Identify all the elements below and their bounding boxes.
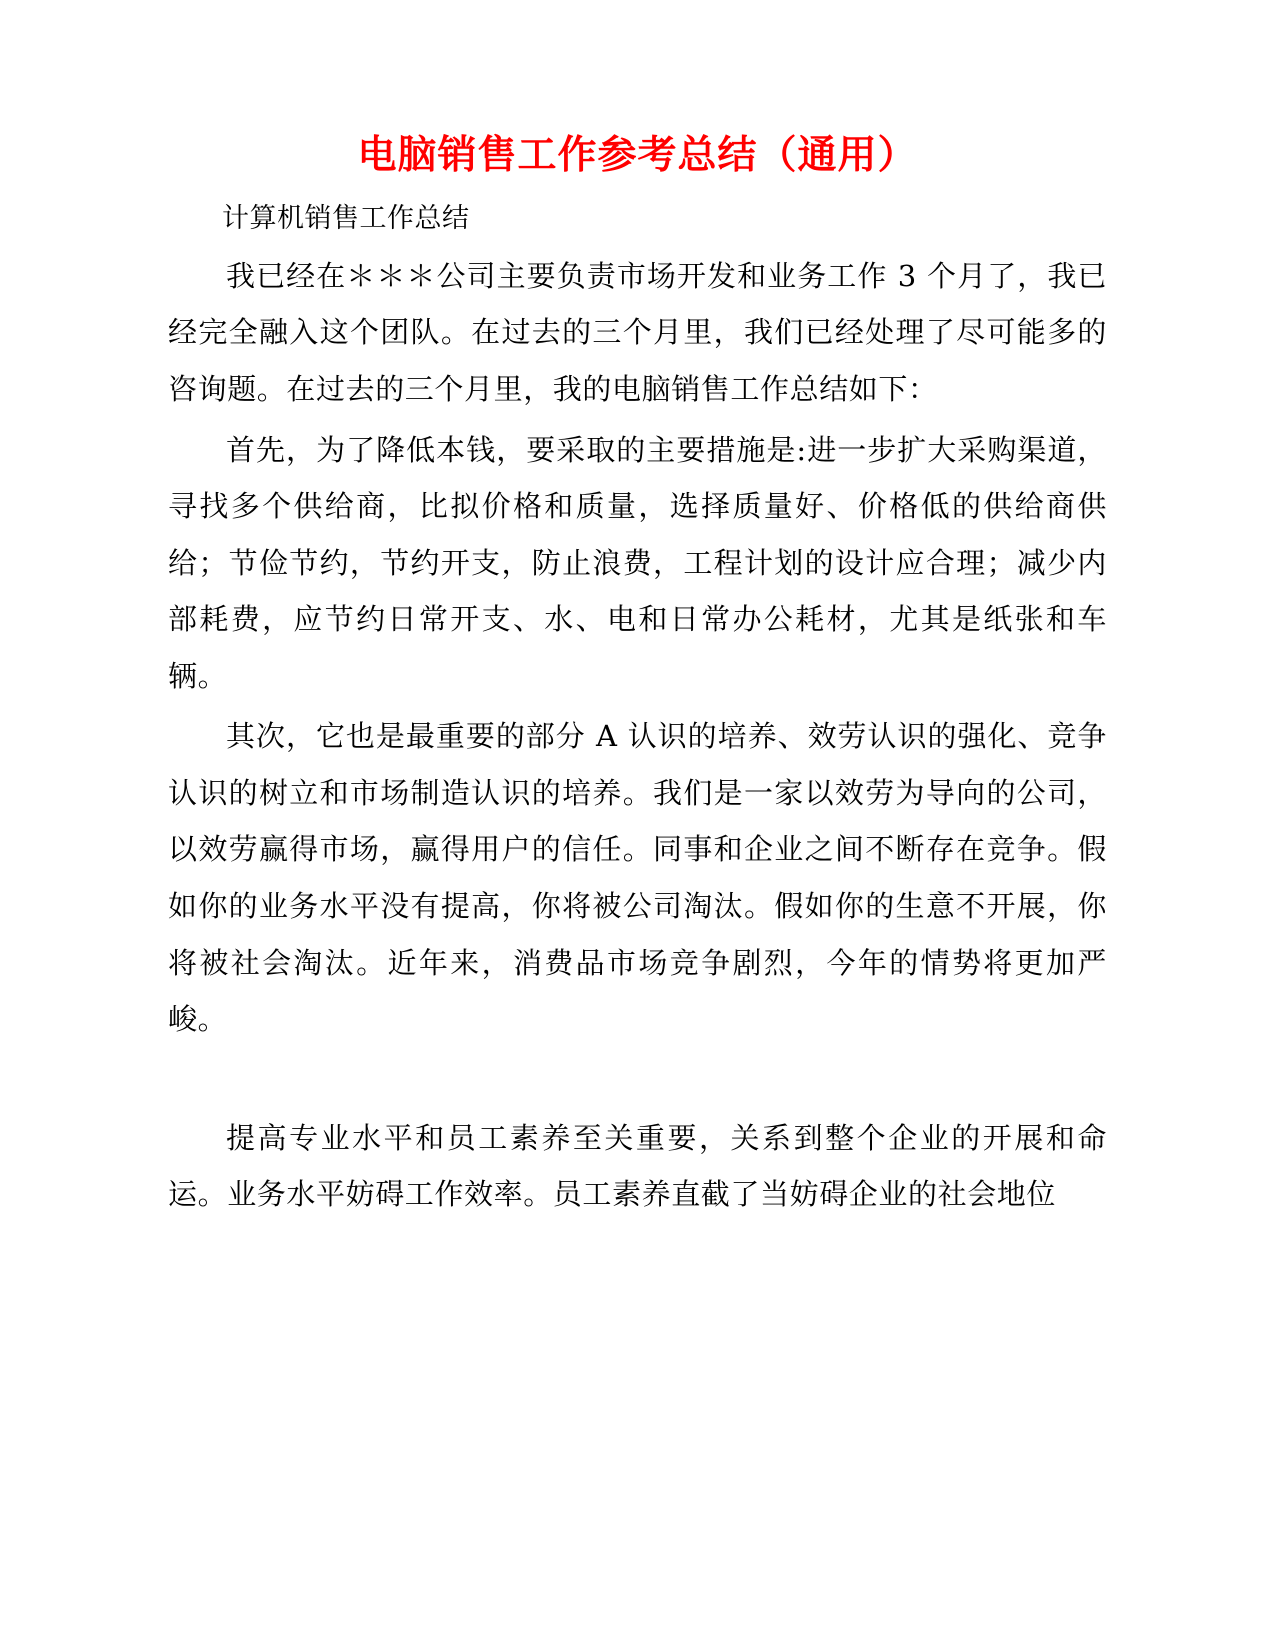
document-subtitle: 计算机销售工作总结 [222,202,470,234]
body-paragraph-2: 首先，为了降低本钱，要采取的主要措施是:进一步扩大采购渠道，寻找多个供给商，比拟价格和质量，选择质量好、价格低的供给商供给；节俭节约，节约开支，防止浪费，工程计划的设计应合理；减少内部耗费，应节约日常开支、水、电和日常办公耗材，尤其是纸张和车辆。 [168,432,1107,693]
body-paragraph-4: 提高专业水平和员工素养至关重要，关系到整个企业的开展和命运。业务水平妨碍工作效率。员工素养直截了当妨碍企业的社会地位 [168,1120,1107,1212]
body-paragraph-3: 其次，它也是最重要的部分 A 认识的培养、效劳认识的强化、竞争认识的树立和市场制造认识的培养。我们是一家以效劳为导向的公司，以效劳赢得市场，赢得用户的信任。同事和企业之间不断存在竞争。假如你的业务水平没有提高，你将被公司淘汰。假如你的生意不开展，你将被社会淘汰。近年来，消费品市场竞争剧烈，今年的情势将更加严峻。 [168,719,1107,1037]
page-title: 电脑销售工作参考总结（通用） [357,132,918,178]
body-paragraph-1: 我已经在＊＊＊公司主要负责市场开发和业务工作 3 个月了，我已经完全融入这个团队。在过去的三个月里，我们已经处理了尽可能多的咨询题。在过去的三个月里，我的电脑销售工作总结如下： [168,258,1107,407]
